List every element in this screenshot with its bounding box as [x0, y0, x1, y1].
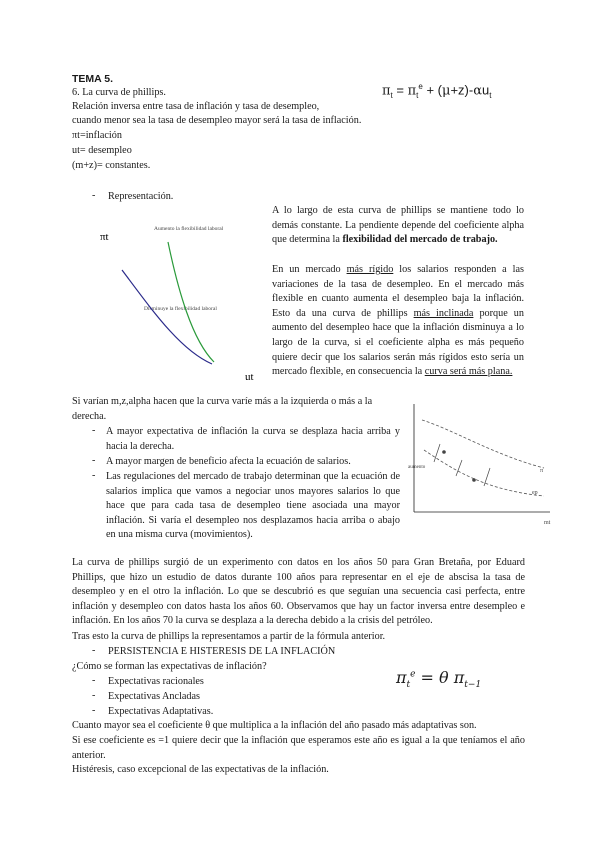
explanation-text-2: En un mercado más rígido los salarios responden a las variaciones de la tasa de desempleo. En el mercado más flexible en cuanto aumenta el desempleo baja la inflación. Esto da una curva de phillips más inclinada porque un aumento del desempleo hace que la inflación disminuya a lo largo de la curva, si el coeficiente alpha es más pequeño quiere decir que los salarios serán más rígidos esto sería un mercado flexible, en consecuencia la curva será más plana.: [272, 264, 525, 378]
phillips-curve-graph: [72, 200, 272, 390]
graph2-label-right: π: [540, 468, 544, 474]
closing-p1: Cuanto mayor sea el coeficiente θ que multiplica a la inflación del año pasado más adaptativas son.: [72, 720, 477, 731]
bullet-dash: -: [92, 705, 96, 716]
graph-y-label: πt: [100, 231, 109, 243]
bullet-dash: -: [92, 190, 96, 201]
bullet-dash: -: [92, 470, 96, 481]
closing-p3: Histéresis, caso excepcional de las expectativas de la inflación.: [72, 764, 329, 775]
definition-constants: (m+z)= constantes.: [72, 160, 151, 171]
persistencia-heading: PERSISTENCIA E HISTERESIS DE LA INFLACIÓN: [108, 646, 336, 657]
explanation-p1: A lo largo de esta curva de phillips se mantiene todo lo demás constante. La pendiente depende del coeficiente alpha que determina la: [272, 205, 524, 246]
graph2-x-label: mt: [544, 520, 551, 526]
bullet-dash: -: [92, 425, 96, 436]
explanation-text: [272, 204, 524, 248]
shift-item-3: Las regulaciones del mercado de trabajo determinan que la ecuación de salarios implica que vamos a negociar unos mayores salarios lo que hace que para cada tasa de desempleo tiene asociada una mayor inflación. Si varía el desempleo nos desplazamos hacia arriba o abajo en una misma curva (movimientos).: [106, 471, 400, 541]
expectation-item: Expectativas racionales: [108, 676, 204, 687]
history-paragraph: La curva de phillips surgió de un experimento con datos en los años 50 para Gran Bretaña, por Eduard Phillips, que hizo un estudio de datos durante 100 años para representar en el eje de abscisa la tasa de desempleo y en el otro la inflación. Lo que se descubrió es que seguían una secuencia casi perfecta, entre inflación y desempleo con datos hasta los años 60. Observamos que hay un factor inversa entre desempleo e inflación. En los años 70 la curva se desplaza a la derecha debido a la crisis del petróleo.: [72, 557, 525, 627]
adaptive-formula: $\pi_t^e = \theta$ $\pi_{t-1}$: [396, 668, 482, 691]
bullet-dash: -: [92, 645, 96, 656]
label-flex-down: Disminuye la flexibilidad laboral: [144, 306, 217, 312]
page-title: TEMA 5.: [72, 73, 114, 85]
definition-inflation: πt=inflación: [72, 130, 122, 141]
underlined-rigid: más rígido: [346, 264, 394, 275]
history-after: Tras esto la curva de phillips la representamos a partir de la fórmula anterior.: [72, 631, 386, 642]
graph2-label-ep: ep: [532, 490, 538, 496]
phillips-formula: $\pi_t = \pi_t^e + (\mu+z)-\alpha u_t$: [382, 82, 492, 100]
bullet-dash: -: [92, 455, 96, 466]
underlined-flat: curva será más plana.: [424, 366, 513, 378]
representation-label: Representación.: [108, 191, 174, 202]
section-heading: 6. La curva de phillips.: [72, 87, 166, 98]
intro-line: Relación inversa entre tasa de inflación y tasa de desempleo,: [72, 101, 320, 112]
shift-item-1: A mayor expectativa de inflación la curva se desplaza hacia arriba y hacia la derecha.: [106, 426, 400, 452]
shift-item-2: A mayor margen de beneficio afecta la ecuación de salarios.: [106, 456, 351, 467]
explanation-bold: flexibilidad del mercado de trabajo.: [342, 234, 498, 246]
closing-p2: Si ese coeficiente es =1 quiere decir que la inflación que esperamos este año es igual a la que teníamos el año anterior.: [72, 735, 525, 761]
bullet-dash: -: [92, 675, 96, 686]
steep-curve: [168, 242, 214, 362]
graph2-label-mid: aumento: [408, 465, 426, 470]
persistencia-question: ¿Cómo se forman las expectativas de inflación?: [72, 661, 267, 672]
curve-shift-graph: [404, 400, 554, 530]
graph-x-label: ut: [245, 371, 254, 383]
upper-curve: [422, 420, 544, 468]
definition-unemployment: ut= desempleo: [72, 145, 132, 156]
underlined-inclined: más inclinada: [413, 307, 474, 319]
label-flex-up: Aumento la flexibilidad laboral: [154, 226, 224, 232]
expectation-item: Expectativas Adaptativas.: [108, 706, 214, 717]
lower-curve: [424, 450, 544, 496]
intro-line: cuando menor sea la tasa de desempleo mayor será la tasa de inflación.: [72, 115, 362, 126]
bullet-dash: -: [92, 690, 96, 701]
expectation-item: Expectativas Ancladas: [108, 691, 200, 702]
flat-curve: [122, 270, 212, 364]
shifts-intro: Si varían m,z,alpha hacen que la curva varíe más a la izquierda o más a la derecha.: [72, 396, 373, 422]
